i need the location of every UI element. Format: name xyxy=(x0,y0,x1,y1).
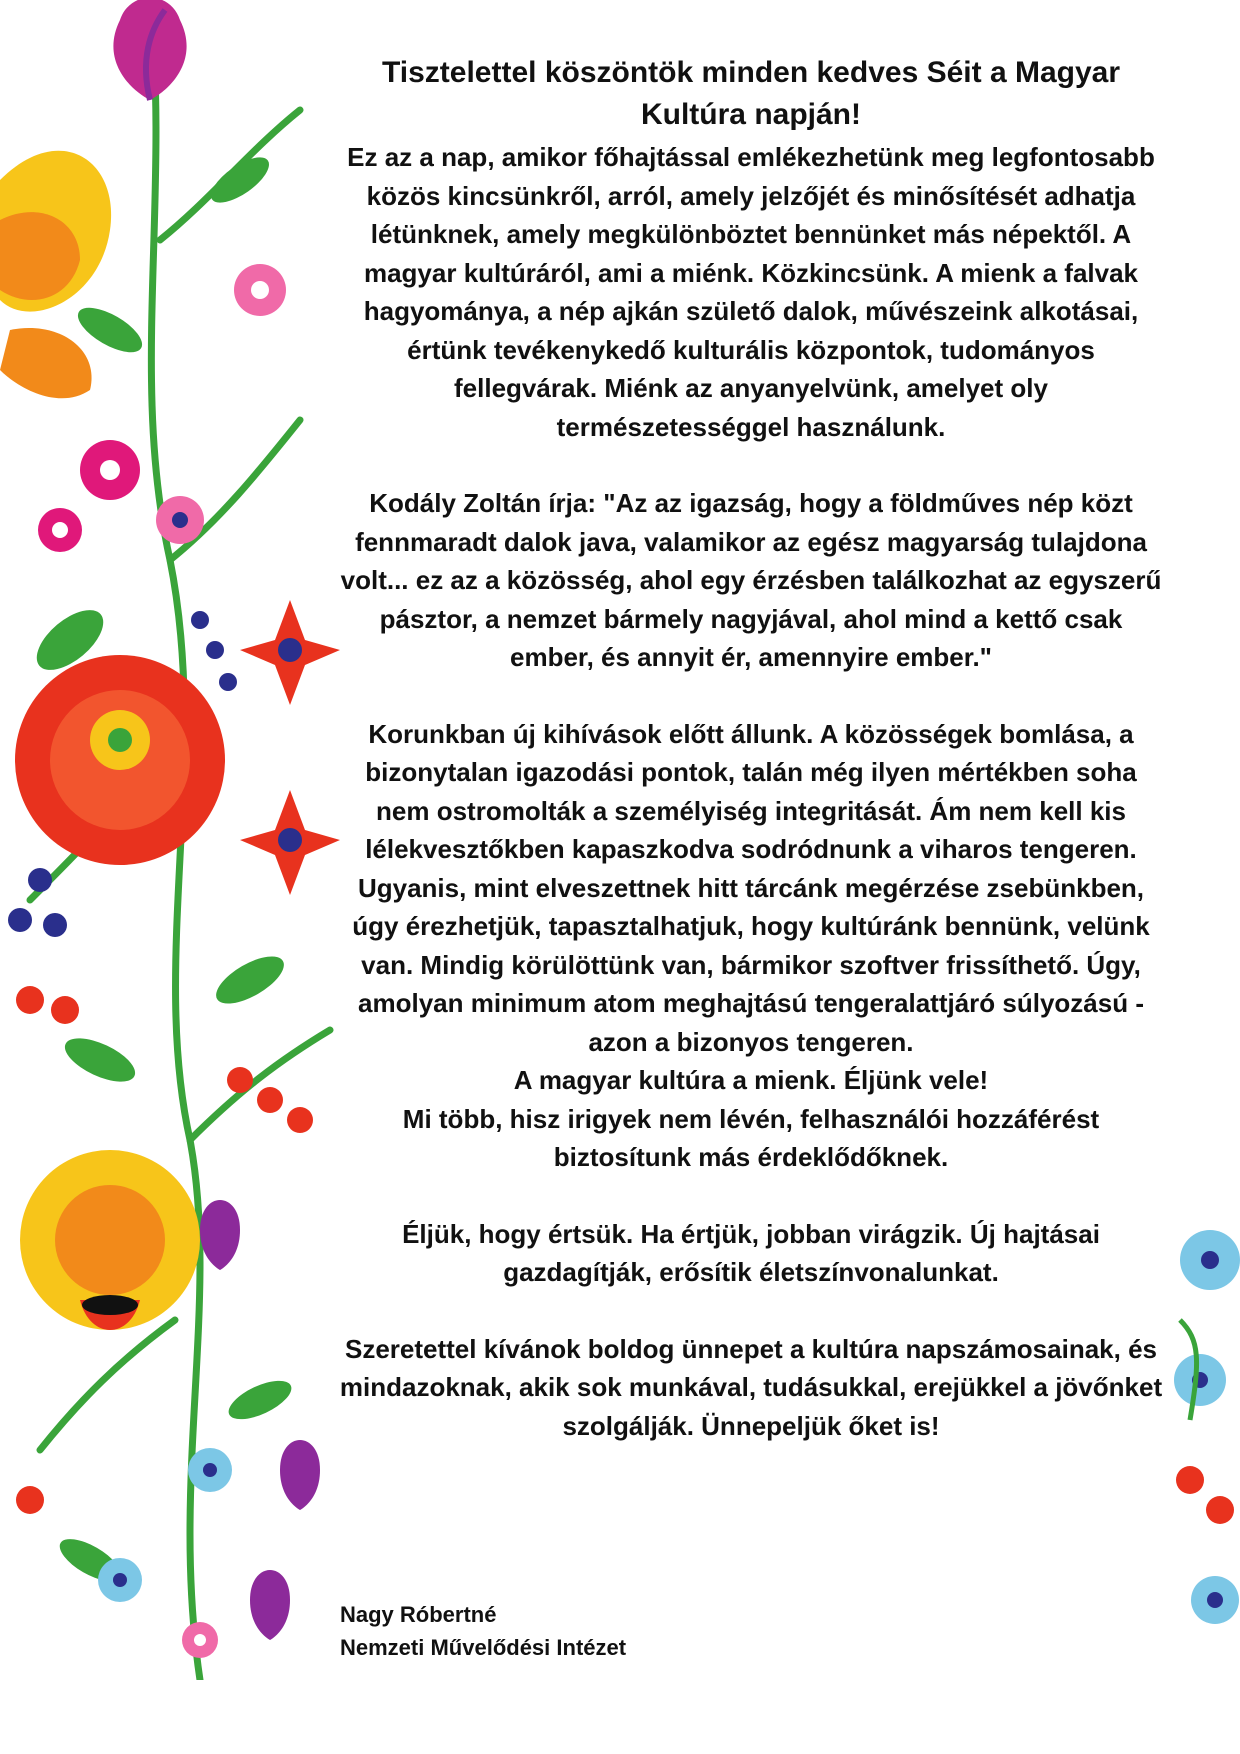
red-star-flowers xyxy=(240,600,340,895)
paragraph-live-understand: Éljük, hogy értsük. Ha értjük, jobban virágzik. Új hajtásai gazdagítják, erősítik életszínvonalunkat. xyxy=(402,1218,1100,1287)
signature-name: Nagy Róbertné xyxy=(340,1602,497,1627)
paragraph-culture-ours: A magyar kultúra a mienk. Éljünk vele! xyxy=(513,1065,989,1095)
blue-small-flowers xyxy=(98,1448,232,1658)
signature-organization: Nemzeti Művelődési Intézet xyxy=(340,1635,627,1660)
paragraph-intro: Ez az a nap, amikor főhajtással emlékezhetünk meg legfontosabb közös kincsünkről, arról, amely jelzőjét és minősítését adhatja létünknek, amely megkülönböztet bennünket más népektől. A magyar kultúráról, ami a miénk. Közkincsünk. A mienk a falvak hagyománya, a nép ajkán születő dalok, művészeink alkotásai, értünk tevékenykedő kulturális központok, tudományos fellegvárak. Miénk az anyanyelvünk, amelyet oly természetességgel használunk. xyxy=(347,142,1155,442)
yellow-orange-flower xyxy=(0,151,111,399)
paragraph-challenges: Korunkban új kihívások előtt állunk. A közösségek bomlása, a bizonytalan igazodási pontok, talán még ilyen mértékben soha nem ostromolták a személyiség integritását. Ám nem kell kis lélekvesztőkben kapaszkodva sodródnunk a viharos tengeren. Ugyanis, mint elveszettnek hitt tárcánk megérzése zsebünkben, úgy érezhetjük, tapasztalhatjuk, hogy kultúránk bennünk, velünk van. Mindig körülöttünk van, bármikor szoftver frissíthető. Úgy, amolyan minimum atom meghajtású tengeralattjáró súlyozású - azon a bizonyos tengeren. xyxy=(352,718,1150,1057)
pink-flower-cluster xyxy=(38,264,286,552)
floral-border-right xyxy=(1160,1180,1240,1700)
paragraph-kodaly-quote: Kodály Zoltán írja: "Az az igazság, hogy a földműves nép közt fennmaradt dalok java, valamikor az egész magyarság tulajdona volt... ez az a közösség, ahol egy érzésben találkozhat az egyszerű pásztor, a nemzet bármely nagyjával, ahol mind a kettő csak ember, és annyit ér, amennyire ember." xyxy=(340,488,1162,672)
greeting-text-block xyxy=(338,52,1164,1445)
floral-border-left xyxy=(0,0,340,1680)
purple-tulips xyxy=(200,1200,320,1640)
yellow-sunflower xyxy=(20,1150,200,1330)
greeting-title: Tisztelettel köszöntök minden kedves Séit a Magyar Kultúra napján! xyxy=(381,56,1121,131)
signature-block xyxy=(340,1598,626,1664)
paragraph-wishes: Szeretettel kívánok boldog ünnepet a kultúra napszámosainak, és mindazoknak, akik sok munkával, tudásukkal, erejükkel a jövőnket szolgálják. Ünnepeljük őket is! xyxy=(339,1333,1163,1441)
paragraph-access: Mi több, hisz irigyek nem lévén, felhasználói hozzáférést biztosítunk más érdeklődőknek. xyxy=(402,1103,1100,1172)
purple-tulip-flower xyxy=(113,0,186,100)
red-poppy-flower xyxy=(15,655,225,865)
